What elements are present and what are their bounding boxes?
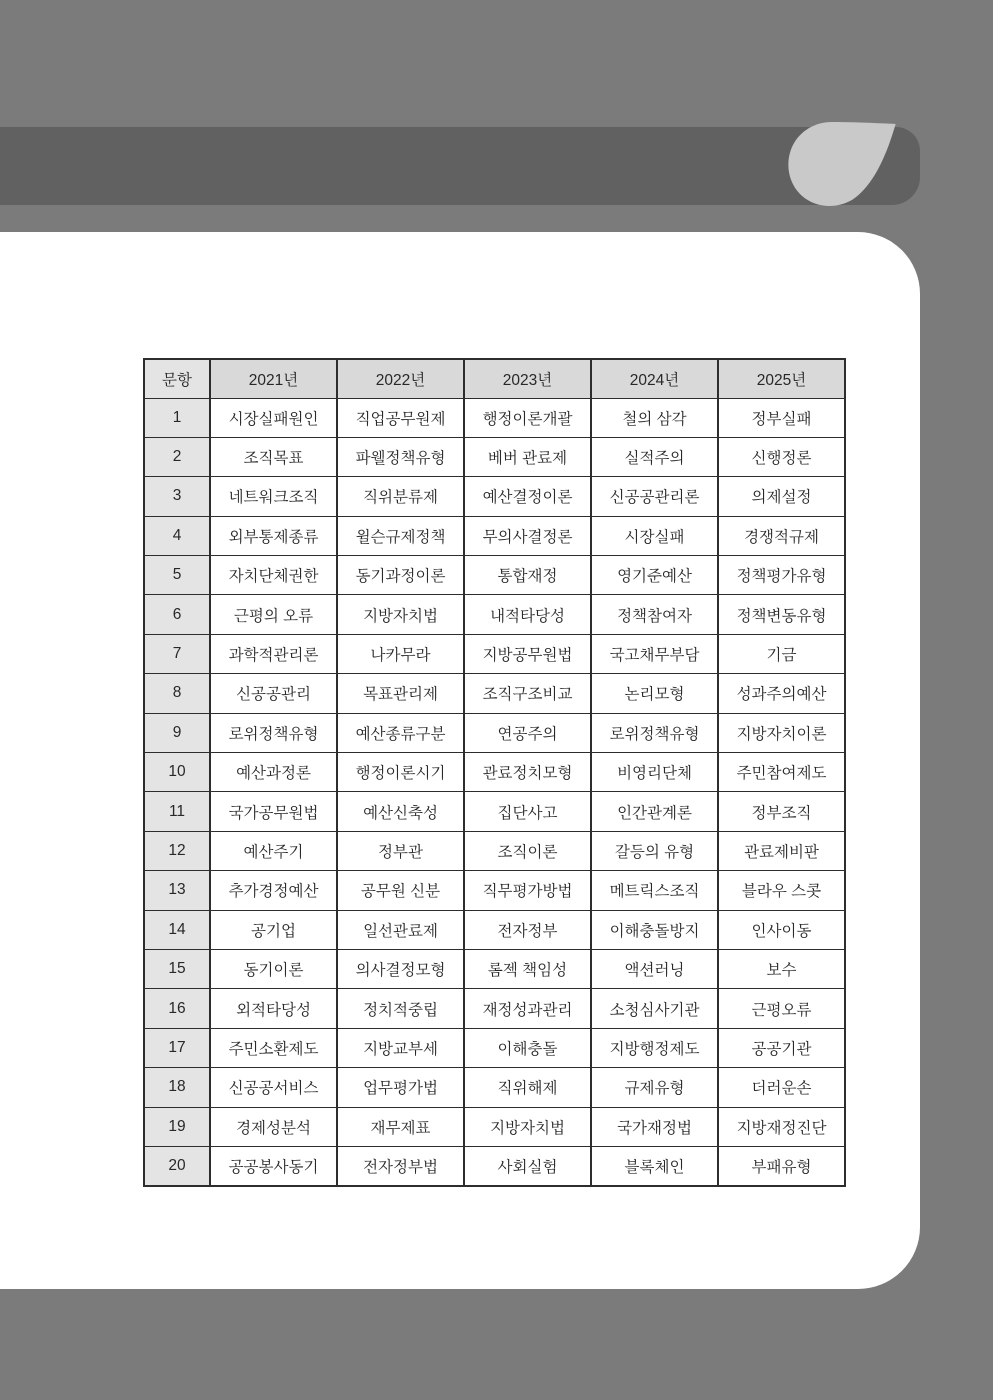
table-row xyxy=(144,831,845,870)
question-number-cell: 15 xyxy=(144,949,210,988)
topic-cell-2021: 예산과정론 xyxy=(210,753,337,792)
content-card xyxy=(0,232,920,1289)
topic-cell-2025: 기금 xyxy=(718,634,845,673)
year-column-header: 2023년 xyxy=(464,359,591,398)
topic-cell-2023: 조직구조비교 xyxy=(464,674,591,713)
question-number-cell: 2 xyxy=(144,437,210,476)
topic-cell-2021: 국가공무원법 xyxy=(210,792,337,831)
topic-cell-2025: 근평오류 xyxy=(718,989,845,1028)
year-column-header: 2024년 xyxy=(591,359,718,398)
topic-cell-2023: 전자정부 xyxy=(464,910,591,949)
topic-cell-2023: 행정이론개괄 xyxy=(464,398,591,437)
question-number-cell: 3 xyxy=(144,477,210,516)
topic-cell-2023: 무의사결정론 xyxy=(464,516,591,555)
topic-cell-2022: 예산종류구분 xyxy=(337,713,464,752)
topic-cell-2021: 동기이론 xyxy=(210,949,337,988)
topic-cell-2022: 직위분류제 xyxy=(337,477,464,516)
table-row xyxy=(144,634,845,673)
leaf-decoration-icon xyxy=(788,122,896,206)
table-row xyxy=(144,949,845,988)
topic-cell-2025: 성과주의예산 xyxy=(718,674,845,713)
table-row xyxy=(144,910,845,949)
topic-cell-2023: 직무평가방법 xyxy=(464,871,591,910)
table-row xyxy=(144,713,845,752)
table-row xyxy=(144,556,845,595)
topic-cell-2022: 지방교부세 xyxy=(337,1028,464,1067)
table-row xyxy=(144,1146,845,1185)
table-row xyxy=(144,595,845,634)
topic-cell-2023: 롬젝 책임성 xyxy=(464,949,591,988)
question-number-cell: 20 xyxy=(144,1146,210,1185)
topic-cell-2024: 논리모형 xyxy=(591,674,718,713)
topic-cell-2021: 공기업 xyxy=(210,910,337,949)
question-column-header: 문항 xyxy=(144,359,210,398)
question-number-cell: 16 xyxy=(144,989,210,1028)
table-row xyxy=(144,437,845,476)
topic-cell-2022: 업무평가법 xyxy=(337,1068,464,1107)
topic-cell-2025: 의제설정 xyxy=(718,477,845,516)
topic-cell-2025: 더러운손 xyxy=(718,1068,845,1107)
topic-cell-2022: 일선관료제 xyxy=(337,910,464,949)
topic-cell-2022: 행정이론시기 xyxy=(337,753,464,792)
topic-cell-2021: 공공봉사동기 xyxy=(210,1146,337,1185)
topic-cell-2022: 나카무라 xyxy=(337,634,464,673)
table-row xyxy=(144,792,845,831)
topic-cell-2021: 로위정책유형 xyxy=(210,713,337,752)
question-number-cell: 7 xyxy=(144,634,210,673)
topic-cell-2022: 예산신축성 xyxy=(337,792,464,831)
question-number-cell: 11 xyxy=(144,792,210,831)
topic-cell-2025: 지방재정진단 xyxy=(718,1107,845,1146)
topic-cell-2023: 내적타당성 xyxy=(464,595,591,634)
topic-cell-2022: 윌슨규제정책 xyxy=(337,516,464,555)
topic-cell-2021: 자치단체권한 xyxy=(210,556,337,595)
topic-cell-2023: 조직이론 xyxy=(464,831,591,870)
question-number-cell: 19 xyxy=(144,1107,210,1146)
topic-cell-2024: 소청심사기관 xyxy=(591,989,718,1028)
topic-cell-2021: 추가경정예산 xyxy=(210,871,337,910)
table-row xyxy=(144,398,845,437)
topic-cell-2021: 조직목표 xyxy=(210,437,337,476)
topic-cell-2023: 지방공무원법 xyxy=(464,634,591,673)
topic-cell-2023: 직위해제 xyxy=(464,1068,591,1107)
topic-cell-2024: 국고채무부담 xyxy=(591,634,718,673)
topic-cell-2021: 네트워크조직 xyxy=(210,477,337,516)
table-row xyxy=(144,516,845,555)
top-band xyxy=(0,127,920,205)
topic-cell-2021: 시장실패원인 xyxy=(210,398,337,437)
table-row xyxy=(144,1068,845,1107)
topic-cell-2023: 베버 관료제 xyxy=(464,437,591,476)
topic-cell-2022: 공무원 신분 xyxy=(337,871,464,910)
topic-cell-2021: 예산주기 xyxy=(210,831,337,870)
topic-cell-2021: 주민소환제도 xyxy=(210,1028,337,1067)
topic-cell-2021: 경제성분석 xyxy=(210,1107,337,1146)
topic-cell-2023: 통합재정 xyxy=(464,556,591,595)
topic-cell-2024: 영기준예산 xyxy=(591,556,718,595)
topic-cell-2024: 메트릭스조직 xyxy=(591,871,718,910)
topic-cell-2023: 사회실험 xyxy=(464,1146,591,1185)
topic-cell-2023: 이해충돌 xyxy=(464,1028,591,1067)
topic-cell-2024: 철의 삼각 xyxy=(591,398,718,437)
question-number-cell: 8 xyxy=(144,674,210,713)
topic-cell-2024: 블록체인 xyxy=(591,1146,718,1185)
question-number-cell: 10 xyxy=(144,753,210,792)
topic-cell-2025: 관료제비판 xyxy=(718,831,845,870)
topic-cell-2025: 경쟁적규제 xyxy=(718,516,845,555)
table-row xyxy=(144,674,845,713)
question-number-cell: 18 xyxy=(144,1068,210,1107)
topic-cell-2023: 재정성과관리 xyxy=(464,989,591,1028)
year-topics-table xyxy=(143,358,846,1187)
table-row xyxy=(144,753,845,792)
table-row xyxy=(144,989,845,1028)
topic-cell-2024: 비영리단체 xyxy=(591,753,718,792)
topic-cell-2025: 인사이동 xyxy=(718,910,845,949)
topic-cell-2021: 근평의 오류 xyxy=(210,595,337,634)
question-number-cell: 5 xyxy=(144,556,210,595)
topic-cell-2025: 신행정론 xyxy=(718,437,845,476)
topic-cell-2024: 지방행정제도 xyxy=(591,1028,718,1067)
topic-cell-2024: 인간관계론 xyxy=(591,792,718,831)
topic-cell-2021: 신공공서비스 xyxy=(210,1068,337,1107)
topic-cell-2024: 로위정책유형 xyxy=(591,713,718,752)
topic-cell-2025: 정부조직 xyxy=(718,792,845,831)
topic-cell-2022: 직업공무원제 xyxy=(337,398,464,437)
topic-cell-2022: 목표관리제 xyxy=(337,674,464,713)
table-body xyxy=(144,398,845,1186)
topic-cell-2022: 지방자치법 xyxy=(337,595,464,634)
question-number-cell: 9 xyxy=(144,713,210,752)
topic-cell-2023: 연공주의 xyxy=(464,713,591,752)
topic-cell-2024: 이해충돌방지 xyxy=(591,910,718,949)
topic-cell-2024: 갈등의 유형 xyxy=(591,831,718,870)
topic-cell-2025: 주민참여제도 xyxy=(718,753,845,792)
topic-cell-2024: 실적주의 xyxy=(591,437,718,476)
topic-cell-2022: 동기과정이론 xyxy=(337,556,464,595)
question-number-cell: 14 xyxy=(144,910,210,949)
topic-cell-2025: 정책변동유형 xyxy=(718,595,845,634)
topic-cell-2024: 신공공관리론 xyxy=(591,477,718,516)
year-column-header: 2022년 xyxy=(337,359,464,398)
question-number-cell: 13 xyxy=(144,871,210,910)
topic-cell-2025: 보수 xyxy=(718,949,845,988)
topic-cell-2021: 외부통제종류 xyxy=(210,516,337,555)
topic-cell-2021: 신공공관리 xyxy=(210,674,337,713)
topic-cell-2022: 재무제표 xyxy=(337,1107,464,1146)
table-row xyxy=(144,1107,845,1146)
table-row xyxy=(144,477,845,516)
topic-cell-2024: 정책참여자 xyxy=(591,595,718,634)
topic-cell-2025: 정책평가유형 xyxy=(718,556,845,595)
topic-cell-2023: 관료정치모형 xyxy=(464,753,591,792)
topic-cell-2022: 의사결정모형 xyxy=(337,949,464,988)
topic-cell-2022: 정치적중립 xyxy=(337,989,464,1028)
table-header-row xyxy=(144,359,845,398)
topic-cell-2025: 정부실패 xyxy=(718,398,845,437)
topic-cell-2025: 지방자치이론 xyxy=(718,713,845,752)
topic-cell-2024: 국가재정법 xyxy=(591,1107,718,1146)
topic-cell-2022: 정부관 xyxy=(337,831,464,870)
topic-cell-2023: 지방자치법 xyxy=(464,1107,591,1146)
question-number-cell: 4 xyxy=(144,516,210,555)
question-number-cell: 17 xyxy=(144,1028,210,1067)
topic-cell-2025: 부패유형 xyxy=(718,1146,845,1185)
question-number-cell: 1 xyxy=(144,398,210,437)
topic-cell-2021: 외적타당성 xyxy=(210,989,337,1028)
topic-cell-2022: 전자정부법 xyxy=(337,1146,464,1185)
topic-cell-2024: 규제유형 xyxy=(591,1068,718,1107)
topic-cell-2024: 시장실패 xyxy=(591,516,718,555)
topic-cell-2025: 공공기관 xyxy=(718,1028,845,1067)
topic-cell-2024: 액션러닝 xyxy=(591,949,718,988)
topic-cell-2022: 파웰정책유형 xyxy=(337,437,464,476)
topic-cell-2023: 예산결정이론 xyxy=(464,477,591,516)
topic-cell-2025: 블라우 스콧 xyxy=(718,871,845,910)
year-column-header: 2021년 xyxy=(210,359,337,398)
question-number-cell: 6 xyxy=(144,595,210,634)
topic-cell-2023: 집단사고 xyxy=(464,792,591,831)
year-column-header: 2025년 xyxy=(718,359,845,398)
leaf-shape xyxy=(788,122,895,206)
topic-cell-2021: 과학적관리론 xyxy=(210,634,337,673)
table-row xyxy=(144,1028,845,1067)
table-row xyxy=(144,871,845,910)
question-number-cell: 12 xyxy=(144,831,210,870)
